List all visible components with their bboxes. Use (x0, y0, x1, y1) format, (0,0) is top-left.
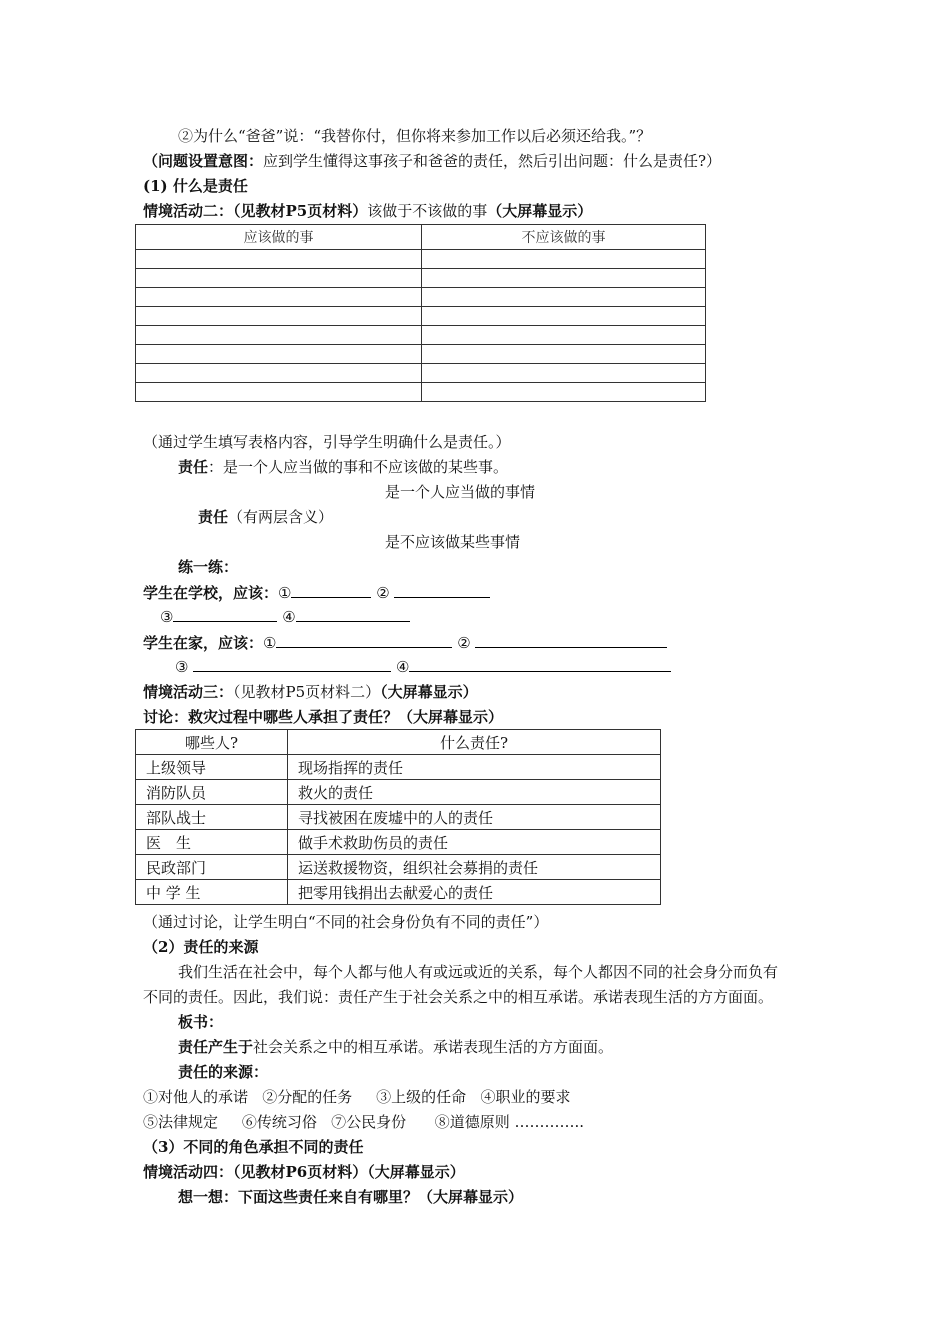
school-num-1: ① (278, 584, 292, 602)
sources-list-2: ⑤法律规定 ⑥传统习俗 ⑦公民身份 ⑧道德原则 ………….. (143, 1113, 585, 1131)
school-num-2: ② (376, 584, 390, 602)
table-row (136, 855, 661, 880)
school-line (143, 582, 490, 603)
home-label: 学生在家，应该： (143, 634, 264, 652)
meaning-1: 是一个人应当做的事情 (385, 483, 536, 501)
responsibility-table (135, 729, 661, 905)
home-blank-1[interactable] (276, 632, 452, 648)
blackboard-term: 责任产生于 (178, 1038, 254, 1056)
activity-3-label: 情境活动三： (143, 683, 234, 701)
table-row (136, 307, 706, 326)
responsibility-term-2: 责任 (198, 508, 229, 526)
what-cell: 把零用钱捐出去献爱心的责任 (288, 880, 661, 905)
blank-cell[interactable] (422, 288, 706, 307)
activity-3-line (143, 682, 478, 702)
what-cell: 现场指挥的责任 (288, 755, 661, 780)
who-cell: 上级领导 (136, 755, 288, 780)
table-row (136, 269, 706, 288)
discussion-heading: 讨论：救灾过程中哪些人承担了责任？（大屏幕显示） (143, 708, 504, 726)
blank-cell[interactable] (136, 269, 422, 288)
who-cell: 消防队员 (136, 780, 288, 805)
table-row (136, 288, 706, 307)
sources-heading: 责任的来源： (178, 1063, 269, 1081)
blank-cell[interactable] (422, 383, 706, 402)
home-line (143, 632, 667, 653)
table-row (136, 383, 706, 402)
activity-2-text: 该做于不该做的事 (367, 202, 488, 220)
two-meanings-line (198, 507, 333, 527)
home-line-2 (175, 656, 671, 677)
what-header: 什么责任? (288, 730, 661, 755)
blank-cell[interactable] (136, 326, 422, 345)
should-header: 应该做的事 (136, 225, 422, 250)
design-intent-text: 应到学生懂得这事孩子和爸爸的责任，然后引出问题：什么是责任?） (263, 152, 722, 170)
blank-cell[interactable] (422, 345, 706, 364)
blank-cell[interactable] (422, 250, 706, 269)
sources-list-1: ①对他人的承诺 ②分配的任务 ③上级的任命 ④职业的要求 (143, 1088, 571, 1106)
school-blank-4[interactable] (296, 606, 410, 622)
what-cell: 救火的责任 (288, 780, 661, 805)
table-row (136, 805, 661, 830)
school-line-2 (160, 606, 410, 627)
responsibility-term: 责任 (178, 458, 209, 476)
home-blank-4[interactable] (409, 656, 671, 672)
two-meanings-text: （有两层含义） (228, 508, 334, 526)
responsibility-definition (178, 457, 508, 477)
who-cell: 民政部门 (136, 855, 288, 880)
section-1-heading: (1) 什么是责任 (143, 177, 248, 195)
blank-cell[interactable] (422, 364, 706, 383)
activity-3-text: （见教材P5页材料二） (233, 683, 381, 701)
school-num-3: ③ (160, 608, 174, 626)
section-3-heading: （3）不同的角色承担不同的责任 (143, 1138, 364, 1156)
home-blank-3[interactable] (193, 656, 391, 672)
blackboard-heading: 板书： (178, 1013, 224, 1031)
table-note: （通过学生填写表格内容，引导学生明确什么是责任。） (143, 433, 511, 451)
home-num-4: ④ (396, 658, 410, 676)
what-cell: 寻找被困在废墟中的人的责任 (288, 805, 661, 830)
activity-2-line (143, 201, 592, 221)
school-blank-2[interactable] (394, 582, 490, 598)
should-not-header: 不应该做的事 (422, 225, 706, 250)
activity-2-screen: （大屏幕显示） (487, 202, 593, 220)
who-header: 哪些人? (136, 730, 288, 755)
blackboard-line (178, 1037, 613, 1057)
activity-4-line: 情境活动四：（见教材P6页材料）（大屏幕显示） (143, 1163, 465, 1181)
table-row (136, 830, 661, 855)
design-intent-label: （问题设置意图： (143, 152, 264, 170)
home-blank-2[interactable] (475, 632, 667, 648)
source-paragraph-1: 我们生活在社会中，每个人都与他人有或远或近的关系，每个人都因不同的社会身分而负有 (178, 963, 779, 981)
discussion-note: （通过讨论，让学生明白“不同的社会身份负有不同的责任”） (143, 913, 549, 931)
table-row (136, 326, 706, 345)
school-blank-3[interactable] (173, 606, 277, 622)
blank-cell[interactable] (136, 383, 422, 402)
should-table (135, 224, 706, 402)
blank-cell[interactable] (422, 269, 706, 288)
table-row (136, 345, 706, 364)
blank-cell[interactable] (422, 326, 706, 345)
home-num-3: ③ (175, 658, 189, 676)
school-blank-1[interactable] (291, 582, 371, 598)
who-cell: 中 学 生 (136, 880, 288, 905)
who-cell: 部队战士 (136, 805, 288, 830)
school-num-4: ④ (282, 608, 296, 626)
what-cell: 做手术救助伤员的责任 (288, 830, 661, 855)
who-cell: 医 生 (136, 830, 288, 855)
table-row (136, 880, 661, 905)
section-2-heading: （2）责任的来源 (143, 938, 259, 956)
home-num-2: ② (457, 634, 471, 652)
table-row (136, 780, 661, 805)
design-intent-line (143, 151, 721, 171)
table-row (136, 250, 706, 269)
blank-cell[interactable] (136, 288, 422, 307)
blank-cell[interactable] (136, 250, 422, 269)
blank-cell[interactable] (136, 307, 422, 326)
blackboard-text: 社会关系之中的相互承诺。承诺表现生活的方方面面。 (253, 1038, 614, 1056)
think-line: 想一想：下面这些责任来自有哪里？（大屏幕显示） (178, 1188, 524, 1206)
responsibility-text: ：是一个人应当做的事和不应该做的某些事。 (208, 458, 509, 476)
practice-heading: 练一练： (178, 558, 239, 576)
table-row (136, 364, 706, 383)
blank-cell[interactable] (422, 307, 706, 326)
activity-3-screen: （大屏幕显示） (380, 683, 478, 701)
what-cell: 运送救援物资，组织社会募捐的责任 (288, 855, 661, 880)
table-row (136, 755, 661, 780)
activity-2-label: 情境活动二：（见教材P5页材料） (143, 202, 368, 220)
blank-cell[interactable] (136, 345, 422, 364)
source-paragraph-2: 不同的责任。因此，我们说：责任产生于社会关系之中的相互承诺。承诺表现生活的方方面面。 (143, 988, 774, 1006)
question-line: ②为什么“爸爸”说：“我替你付，但你将来参加工作以后必须还给我。”？ (178, 127, 652, 145)
school-label: 学生在学校，应该： (143, 584, 279, 602)
meaning-2: 是不应该做某些事情 (385, 533, 521, 551)
home-num-1: ① (263, 634, 277, 652)
blank-cell[interactable] (136, 364, 422, 383)
